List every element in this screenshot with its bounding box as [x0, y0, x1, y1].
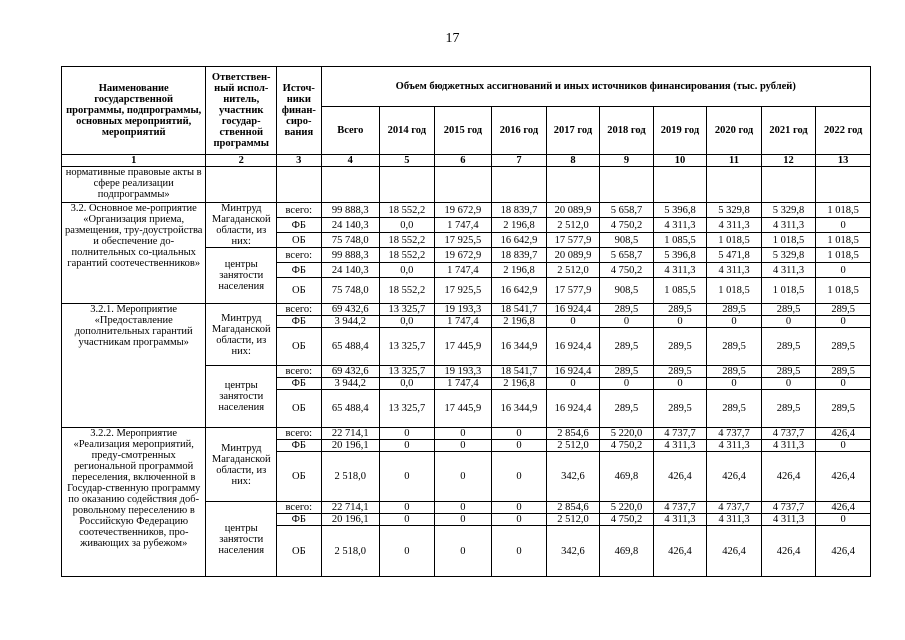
empty-cell — [206, 167, 277, 203]
column-number: 5 — [380, 155, 435, 167]
amount-cell: 4 737,7 — [707, 428, 762, 440]
amount-cell: 1 747,4 — [434, 263, 492, 278]
amount-cell: 289,5 — [761, 328, 816, 366]
amount-cell: 69 432,6 — [321, 304, 380, 316]
amount-cell: 16 642,9 — [492, 278, 547, 304]
amount-cell: 18 839,7 — [492, 248, 547, 263]
empty-cell — [434, 167, 492, 203]
empty-cell — [277, 167, 321, 203]
empty-cell — [321, 167, 380, 203]
amount-cell: 3 944,2 — [321, 316, 380, 328]
amount-cell: 17 445,9 — [434, 390, 492, 428]
amount-cell: 5 329,8 — [707, 203, 762, 218]
table-row — [62, 203, 871, 218]
amount-cell: 5 220,0 — [600, 502, 654, 514]
amount-cell: 2 512,0 — [546, 263, 600, 278]
amount-cell: 4 311,3 — [761, 263, 816, 278]
amount-cell: 289,5 — [600, 304, 654, 316]
amount-cell: 1 085,5 — [653, 233, 707, 248]
amount-cell: 4 737,7 — [707, 502, 762, 514]
amount-cell: 908,5 — [600, 233, 654, 248]
amount-cell: 16 642,9 — [492, 233, 547, 248]
amount-cell: 2 518,0 — [321, 526, 380, 577]
amount-cell: 1 747,4 — [434, 218, 492, 233]
column-number: 4 — [321, 155, 380, 167]
amount-cell: 0 — [380, 440, 435, 452]
amount-cell: 18 541,7 — [492, 366, 547, 378]
funding-source: всего: — [277, 248, 321, 263]
amount-cell: 0 — [434, 440, 492, 452]
amount-cell: 65 488,4 — [321, 390, 380, 428]
amount-cell: 426,4 — [816, 526, 871, 577]
amount-cell: 18 552,2 — [380, 248, 435, 263]
amount-cell: 0 — [816, 514, 871, 526]
amount-cell: 4 311,3 — [707, 263, 762, 278]
empty-cell — [653, 167, 707, 203]
amount-cell: 0 — [816, 263, 871, 278]
amount-cell: 426,4 — [653, 526, 707, 577]
executor: центры занятости населения — [206, 366, 277, 428]
amount-cell: 1 018,5 — [707, 278, 762, 304]
amount-cell: 289,5 — [707, 366, 762, 378]
header-year: 2021 год — [761, 107, 816, 155]
amount-cell: 4 737,7 — [653, 428, 707, 440]
amount-cell: 289,5 — [707, 304, 762, 316]
funding-source: ОБ — [277, 328, 321, 366]
amount-cell: 0 — [653, 316, 707, 328]
funding-source: ОБ — [277, 233, 321, 248]
amount-cell: 5 329,8 — [761, 203, 816, 218]
header-year: 2017 год — [546, 107, 600, 155]
amount-cell: 0 — [761, 378, 816, 390]
amount-cell: 4 311,3 — [653, 218, 707, 233]
funding-source: ФБ — [277, 514, 321, 526]
amount-cell: 0 — [546, 378, 600, 390]
amount-cell: 0 — [380, 452, 435, 502]
header-year: 2022 год — [816, 107, 871, 155]
amount-cell: 19 672,9 — [434, 203, 492, 218]
amount-cell: 3 944,2 — [321, 378, 380, 390]
amount-cell: 1 018,5 — [816, 248, 871, 263]
amount-cell: 0 — [707, 316, 762, 328]
column-number: 11 — [707, 155, 762, 167]
amount-cell: 65 488,4 — [321, 328, 380, 366]
amount-cell: 16 344,9 — [492, 328, 547, 366]
amount-cell: 19 672,9 — [434, 248, 492, 263]
funding-source: ОБ — [277, 452, 321, 502]
amount-cell: 289,5 — [761, 390, 816, 428]
amount-cell: 0 — [434, 502, 492, 514]
column-number: 13 — [816, 155, 871, 167]
amount-cell: 19 193,3 — [434, 304, 492, 316]
funding-source: ФБ — [277, 378, 321, 390]
table-row — [62, 428, 871, 440]
amount-cell: 0 — [492, 428, 547, 440]
amount-cell: 0 — [380, 428, 435, 440]
empty-cell — [492, 167, 547, 203]
empty-cell — [761, 167, 816, 203]
funding-source: всего: — [277, 304, 321, 316]
amount-cell: 99 888,3 — [321, 203, 380, 218]
column-number: 1 — [62, 155, 206, 167]
amount-cell: 4 750,2 — [600, 514, 654, 526]
header-year: 2015 год — [434, 107, 492, 155]
amount-cell: 0 — [600, 316, 654, 328]
amount-cell: 0 — [761, 316, 816, 328]
funding-source: ФБ — [277, 316, 321, 328]
amount-cell: 2 854,6 — [546, 502, 600, 514]
funding-source: ОБ — [277, 390, 321, 428]
header-financing: Объем бюджетных ассигнований и иных источников финансирования (тыс. рублей) — [321, 67, 870, 107]
amount-cell: 20 089,9 — [546, 248, 600, 263]
amount-cell: 4 737,7 — [761, 428, 816, 440]
amount-cell: 5 471,8 — [707, 248, 762, 263]
amount-cell: 0 — [434, 514, 492, 526]
financing-table — [61, 66, 871, 577]
header-year: Всего — [321, 107, 380, 155]
header-year: 2014 год — [380, 107, 435, 155]
amount-cell: 0 — [816, 316, 871, 328]
amount-cell: 289,5 — [600, 328, 654, 366]
amount-cell: 426,4 — [761, 452, 816, 502]
amount-cell: 13 325,7 — [380, 304, 435, 316]
amount-cell: 24 140,3 — [321, 263, 380, 278]
amount-cell: 4 750,2 — [600, 218, 654, 233]
amount-cell: 4 737,7 — [653, 502, 707, 514]
amount-cell: 1 018,5 — [816, 233, 871, 248]
table-row — [62, 304, 871, 316]
amount-cell: 17 577,9 — [546, 278, 600, 304]
program-name: 3.2. Основное ме-роприятие «Организация приема, размещения, тру-доустройства и обеспечение до-полнительных со-циальных гарантий соотечественников» — [62, 203, 206, 304]
column-number: 10 — [653, 155, 707, 167]
column-number: 9 — [600, 155, 654, 167]
amount-cell: 2 196,8 — [492, 218, 547, 233]
empty-cell — [600, 167, 654, 203]
amount-cell: 289,5 — [600, 366, 654, 378]
header-year: 2020 год — [707, 107, 762, 155]
header-year: 2018 год — [600, 107, 654, 155]
amount-cell: 16 924,4 — [546, 366, 600, 378]
amount-cell: 5 329,8 — [761, 248, 816, 263]
amount-cell: 0 — [492, 502, 547, 514]
amount-cell: 2 512,0 — [546, 440, 600, 452]
amount-cell: 289,5 — [600, 390, 654, 428]
amount-cell: 4 311,3 — [653, 440, 707, 452]
amount-cell: 17 925,5 — [434, 233, 492, 248]
amount-cell: 75 748,0 — [321, 233, 380, 248]
amount-cell: 0 — [492, 514, 547, 526]
amount-cell: 99 888,3 — [321, 248, 380, 263]
funding-source: всего: — [277, 366, 321, 378]
header-source: Источ-ники финан-сиро-вания — [277, 67, 321, 155]
amount-cell: 4 311,3 — [707, 440, 762, 452]
amount-cell: 18 552,2 — [380, 233, 435, 248]
amount-cell: 0 — [492, 440, 547, 452]
amount-cell: 908,5 — [600, 278, 654, 304]
header-year: 2019 год — [653, 107, 707, 155]
empty-cell — [546, 167, 600, 203]
amount-cell: 289,5 — [653, 390, 707, 428]
program-name: 3.2.2. Мероприятие «Реализация мероприятий, преду-смотренных региональной программой переселения, включенной в Государ-ственную программу по оказанию содействия доб-ровольному переселению в Российскую Федерацию соотечественников, про-живающих за рубежом» — [62, 428, 206, 577]
amount-cell: 4 311,3 — [707, 218, 762, 233]
empty-cell — [707, 167, 762, 203]
amount-cell: 22 714,1 — [321, 428, 380, 440]
amount-cell: 289,5 — [761, 304, 816, 316]
executor: Минтруд Магаданской области, из них: — [206, 428, 277, 502]
amount-cell: 2 196,8 — [492, 378, 547, 390]
amount-cell: 0 — [492, 526, 547, 577]
amount-cell: 289,5 — [653, 366, 707, 378]
executor: центры занятости населения — [206, 248, 277, 304]
empty-cell — [380, 167, 435, 203]
amount-cell: 4 311,3 — [761, 440, 816, 452]
column-number: 6 — [434, 155, 492, 167]
amount-cell: 0 — [546, 316, 600, 328]
amount-cell: 4 737,7 — [761, 502, 816, 514]
amount-cell: 289,5 — [816, 304, 871, 316]
amount-cell: 4 311,3 — [653, 263, 707, 278]
amount-cell: 4 311,3 — [761, 514, 816, 526]
amount-cell: 16 924,4 — [546, 304, 600, 316]
amount-cell: 0 — [816, 378, 871, 390]
funding-source: всего: — [277, 502, 321, 514]
amount-cell: 5 396,8 — [653, 248, 707, 263]
amount-cell: 0 — [380, 514, 435, 526]
amount-cell: 13 325,7 — [380, 366, 435, 378]
amount-cell: 20 196,1 — [321, 514, 380, 526]
amount-cell: 5 658,7 — [600, 248, 654, 263]
column-number: 12 — [761, 155, 816, 167]
amount-cell: 426,4 — [816, 452, 871, 502]
amount-cell: 0 — [434, 428, 492, 440]
executor: Минтруд Магаданской области, из них: — [206, 304, 277, 366]
funding-source: ОБ — [277, 278, 321, 304]
amount-cell: 1 747,4 — [434, 316, 492, 328]
amount-cell: 18 552,2 — [380, 203, 435, 218]
amount-cell: 289,5 — [707, 328, 762, 366]
amount-cell: 4 311,3 — [761, 218, 816, 233]
amount-cell: 5 220,0 — [600, 428, 654, 440]
amount-cell: 2 196,8 — [492, 316, 547, 328]
column-number: 3 — [277, 155, 321, 167]
amount-cell: 469,8 — [600, 452, 654, 502]
program-name: 3.2.1. Мероприятие «Предоставление дополнительных гарантий участникам программы» — [62, 304, 206, 428]
amount-cell: 16 924,4 — [546, 390, 600, 428]
amount-cell: 4 750,2 — [600, 263, 654, 278]
amount-cell: 16 344,9 — [492, 390, 547, 428]
amount-cell: 0 — [816, 218, 871, 233]
amount-cell: 13 325,7 — [380, 390, 435, 428]
executor: центры занятости населения — [206, 502, 277, 577]
amount-cell: 19 193,3 — [434, 366, 492, 378]
amount-cell: 0 — [434, 526, 492, 577]
amount-cell: 0 — [816, 440, 871, 452]
page-number: 17 — [445, 31, 460, 46]
amount-cell: 22 714,1 — [321, 502, 380, 514]
amount-cell: 20 089,9 — [546, 203, 600, 218]
amount-cell: 289,5 — [707, 390, 762, 428]
amount-cell: 289,5 — [653, 304, 707, 316]
amount-cell: 18 541,7 — [492, 304, 547, 316]
amount-cell: 469,8 — [600, 526, 654, 577]
amount-cell: 24 140,3 — [321, 218, 380, 233]
funding-source: всего: — [277, 428, 321, 440]
amount-cell: 0 — [600, 378, 654, 390]
header-executor: Ответствен-ный испол-нитель, участник государ-ственной программы — [206, 67, 277, 155]
amount-cell: 0 — [492, 452, 547, 502]
amount-cell: 426,4 — [707, 452, 762, 502]
amount-cell: 4 311,3 — [653, 514, 707, 526]
amount-cell: 0 — [380, 526, 435, 577]
amount-cell: 0,0 — [380, 316, 435, 328]
amount-cell: 18 552,2 — [380, 278, 435, 304]
amount-cell: 1 085,5 — [653, 278, 707, 304]
table-row — [62, 167, 871, 203]
amount-cell: 4 750,2 — [600, 440, 654, 452]
amount-cell: 2 196,8 — [492, 263, 547, 278]
header-name: Наименование государственной программы, подпрограммы, основных мероприятий, мероприятий — [62, 67, 206, 155]
amount-cell: 1 018,5 — [707, 233, 762, 248]
amount-cell: 1 018,5 — [761, 233, 816, 248]
amount-cell: 16 924,4 — [546, 328, 600, 366]
amount-cell: 1 018,5 — [816, 203, 871, 218]
amount-cell: 0 — [434, 452, 492, 502]
amount-cell: 289,5 — [761, 366, 816, 378]
amount-cell: 289,5 — [816, 390, 871, 428]
funding-source: ФБ — [277, 263, 321, 278]
amount-cell: 20 196,1 — [321, 440, 380, 452]
funding-source: всего: — [277, 203, 321, 218]
amount-cell: 5 658,7 — [600, 203, 654, 218]
amount-cell: 69 432,6 — [321, 366, 380, 378]
amount-cell: 426,4 — [816, 428, 871, 440]
program-name: нормативные правовые акты в сфере реализации подпрограммы» — [62, 167, 206, 203]
executor: Минтруд Магаданской области, из них: — [206, 203, 277, 248]
amount-cell: 17 577,9 — [546, 233, 600, 248]
amount-cell: 0 — [380, 502, 435, 514]
amount-cell: 342,6 — [546, 526, 600, 577]
column-number: 2 — [206, 155, 277, 167]
amount-cell: 426,4 — [707, 526, 762, 577]
amount-cell: 426,4 — [761, 526, 816, 577]
amount-cell: 1 747,4 — [434, 378, 492, 390]
amount-cell: 75 748,0 — [321, 278, 380, 304]
funding-source: ФБ — [277, 440, 321, 452]
amount-cell: 17 925,5 — [434, 278, 492, 304]
amount-cell: 18 839,7 — [492, 203, 547, 218]
amount-cell: 289,5 — [653, 328, 707, 366]
empty-cell — [816, 167, 871, 203]
amount-cell: 2 512,0 — [546, 218, 600, 233]
amount-cell: 426,4 — [816, 502, 871, 514]
amount-cell: 2 512,0 — [546, 514, 600, 526]
header-year: 2016 год — [492, 107, 547, 155]
funding-source: ФБ — [277, 218, 321, 233]
amount-cell: 1 018,5 — [816, 278, 871, 304]
amount-cell: 0 — [653, 378, 707, 390]
amount-cell: 0,0 — [380, 378, 435, 390]
amount-cell: 2 518,0 — [321, 452, 380, 502]
amount-cell: 289,5 — [816, 366, 871, 378]
amount-cell: 0,0 — [380, 263, 435, 278]
amount-cell: 5 396,8 — [653, 203, 707, 218]
column-number: 7 — [492, 155, 547, 167]
amount-cell: 342,6 — [546, 452, 600, 502]
column-number: 8 — [546, 155, 600, 167]
amount-cell: 4 311,3 — [707, 514, 762, 526]
funding-source: ОБ — [277, 526, 321, 577]
amount-cell: 0,0 — [380, 218, 435, 233]
amount-cell: 13 325,7 — [380, 328, 435, 366]
amount-cell: 17 445,9 — [434, 328, 492, 366]
amount-cell: 1 018,5 — [761, 278, 816, 304]
amount-cell: 2 854,6 — [546, 428, 600, 440]
amount-cell: 289,5 — [816, 328, 871, 366]
amount-cell: 0 — [707, 378, 762, 390]
amount-cell: 426,4 — [653, 452, 707, 502]
